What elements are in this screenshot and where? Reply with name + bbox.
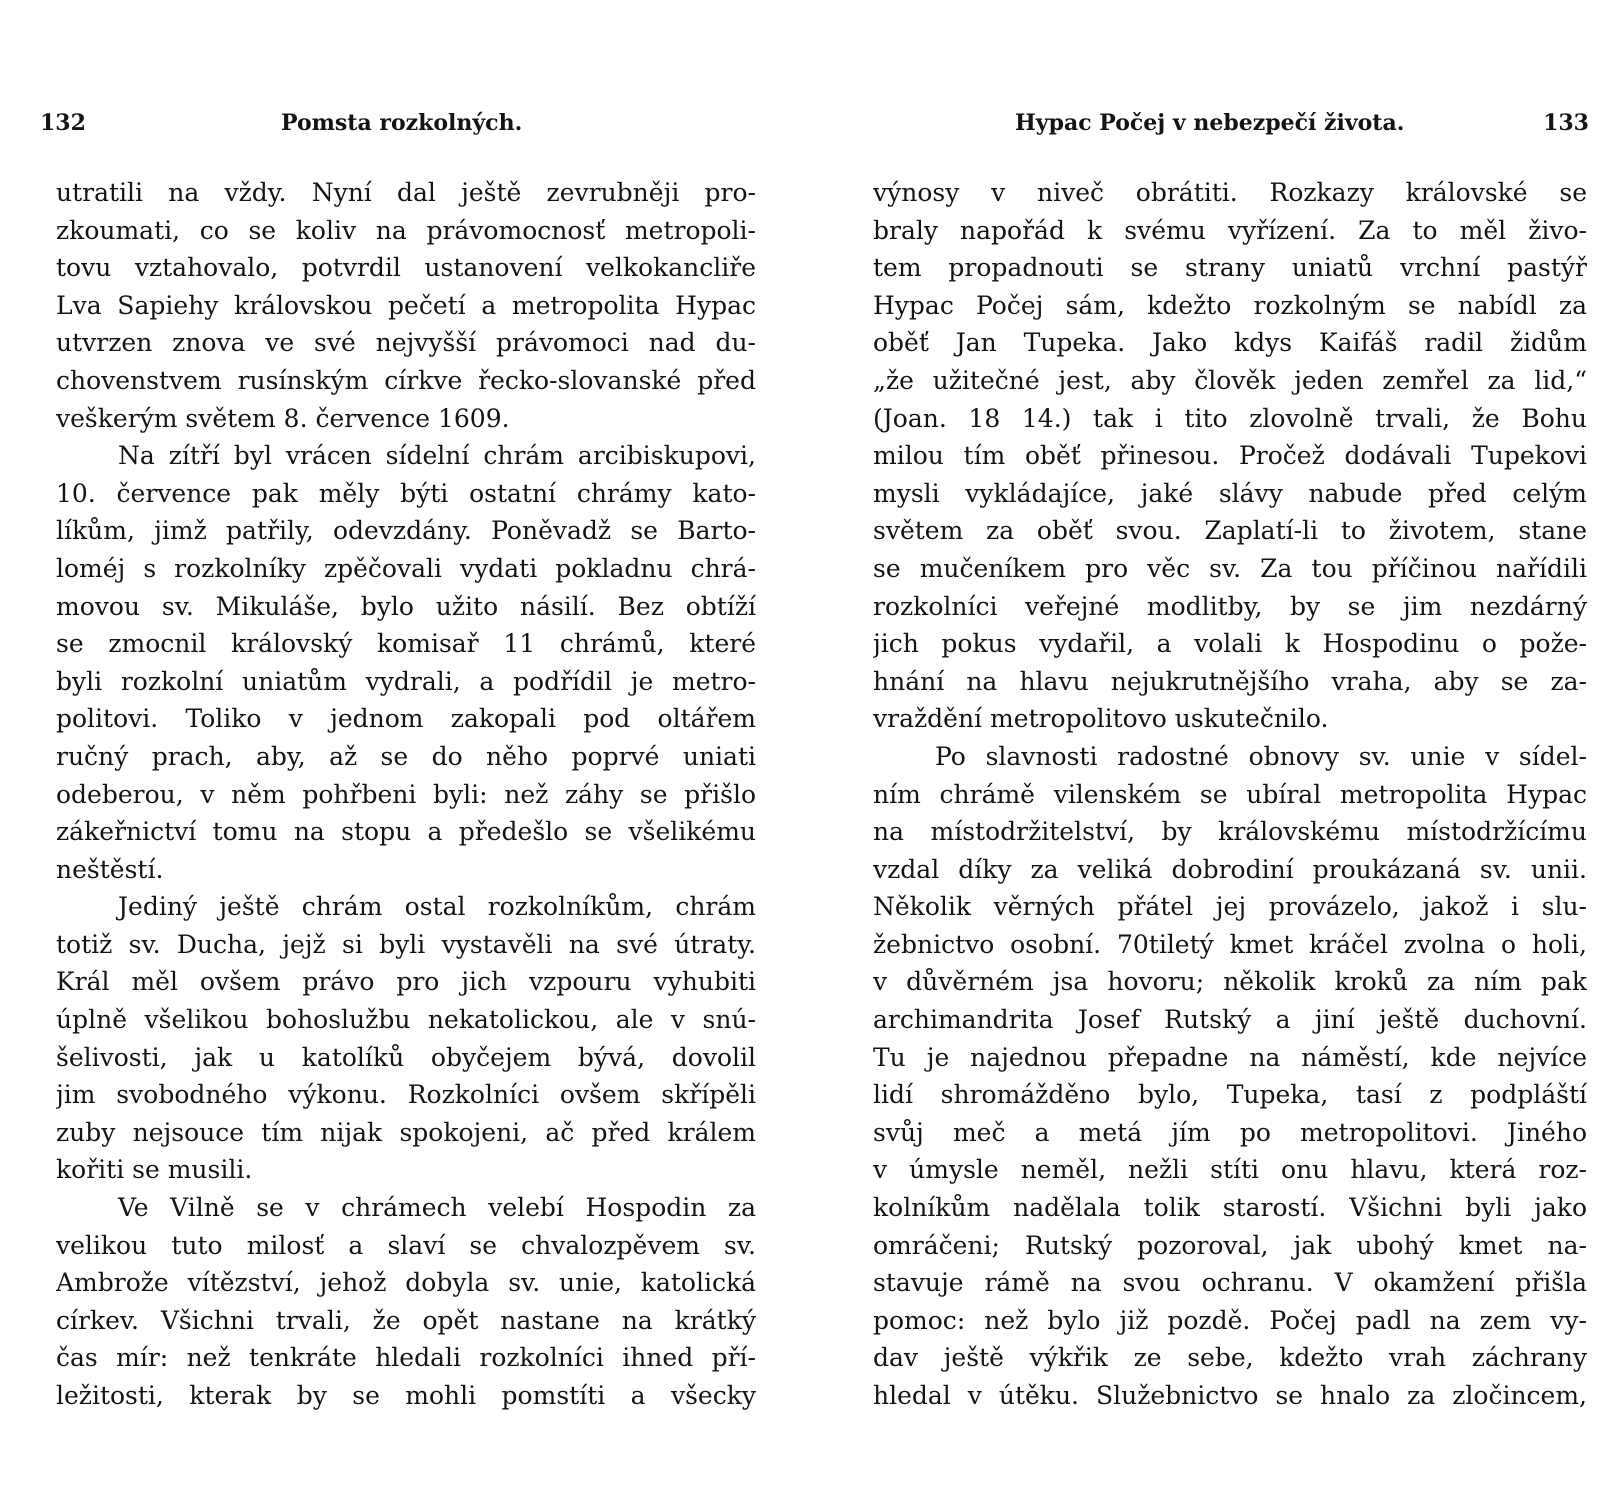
- text-line: Tu je najednou přepadne na náměstí, kde nejvíce: [873, 1042, 1587, 1072]
- text-line: oběť Jan Tupeka. Jako kdys Kaifáš radil židům: [873, 328, 1587, 358]
- text-line: zákeřnictví tomu na stopu a předešlo se všelikému: [56, 817, 756, 847]
- text-line: ním chrámě vilenském se ubíral metropolita Hypac: [873, 779, 1587, 809]
- text-line: Po slavnosti radostné obnovy sv. unie v sídel-: [935, 741, 1587, 771]
- text-line: na místodržitelství, by královskému místodržícímu: [873, 817, 1587, 847]
- text-line: zuby nejsouce tím nijak spokojeni, ač před králem: [56, 1117, 756, 1147]
- text-line: stavuje rámě na svou ochranu. V okamžení přišla: [873, 1268, 1587, 1298]
- left-page-number: 132: [40, 110, 86, 136]
- text-line: mysli vykládajíce, jaké slávy nabude před celým: [873, 478, 1587, 508]
- text-line: čas mír: než tenkráte hledali rozkolníci ihned pří-: [56, 1343, 756, 1373]
- text-line: byli rozkolní uniatům vydrali, a podřídil je metro-: [56, 666, 756, 696]
- right-page: [811, 0, 1622, 1501]
- text-line: politovi. Toliko v jednom zakopali pod oltářem: [56, 704, 756, 734]
- text-line: Ambrože vítězství, jehož dobyla sv. unie, katolická: [56, 1268, 756, 1298]
- text-line: svůj meč a metá jím po metropolitovi. Jiného: [873, 1117, 1587, 1147]
- text-line: (Joan. 18 14.) tak i tito zlovolně trvali, že Bohu: [873, 403, 1587, 433]
- text-line: v úmysle neměl, nežli stíti onu hlavu, která roz-: [873, 1155, 1587, 1185]
- right-running-head: [889, 108, 1589, 138]
- text-line: utratili na vždy. Nyní dal ještě zevrubněji pro-: [56, 178, 756, 207]
- text-line: světem za oběť svou. Zaplatí-li to životem, stane: [873, 516, 1587, 546]
- text-line: se mučeníkem pro věc sv. Za tou příčinou nařídili: [873, 553, 1587, 583]
- text-line: odeberou, v něm pohřbeni byli: než záhy se přišlo: [56, 779, 756, 809]
- text-line: Lva Sapiehy královskou pečetí a metropolita Hypac: [56, 290, 756, 320]
- text-line: ručný prach, aby, až se do něho poprvé uniati: [56, 741, 756, 771]
- text-line: velikou tuto milosť a slaví se chvalozpěvem sv.: [56, 1230, 756, 1260]
- right-running-title: Hypac Počej v nebezpečí života.: [1015, 110, 1405, 136]
- text-line: 10. července pak měly býti ostatní chrámy kato-: [56, 478, 756, 508]
- text-line: žebnictvo osobní. 70tiletý kmet kráčel zvolna o holi,: [873, 929, 1587, 959]
- text-line: hnání na hlavu nejukrutnějšího vraha, aby se za-: [873, 666, 1587, 696]
- text-line: omráčeni; Rutský pozoroval, jak ubohý kmet na-: [873, 1230, 1587, 1260]
- text-line: šelivosti, jak u katolíků obyčejem bývá, dovolil: [56, 1042, 756, 1072]
- text-line: milou tím oběť přinesou. Pročež dodávali Tupekovi: [873, 441, 1587, 471]
- text-line: rozkolníci veřejné modlitby, by se jim nezdárný: [873, 591, 1587, 621]
- right-text-block: [873, 174, 1587, 1415]
- text-line: vzdal díky za veliká dobrodiní proukázaná sv. unii.: [873, 854, 1587, 884]
- text-line: Několik věrných přátel jej provázelo, jakož i slu-: [873, 892, 1587, 922]
- text-line: v důvěrném jsa hovoru; několik kroků za ním pak: [873, 967, 1587, 997]
- text-line: Jediný ještě chrám ostal rozkolníkům, chrám: [118, 892, 756, 922]
- text-line: kořiti se musili.: [56, 1155, 253, 1185]
- right-page-number: 133: [1543, 110, 1589, 136]
- text-line: jich pokus vydařil, a volali k Hospodinu o požе-: [873, 629, 1587, 659]
- left-running-head: [40, 108, 756, 138]
- text-line: neštěstí.: [56, 854, 164, 884]
- text-line: vraždění metropolitovo uskutečnilo.: [873, 704, 1329, 734]
- text-line: církev. Všichni trvali, že opět nastane na krátký: [56, 1305, 756, 1335]
- text-line: totiž sv. Ducha, jejž si byli vystavěli na své útraty.: [56, 929, 756, 959]
- text-line: dav ještě výkřik ze sebe, kdežto vrah záchrany: [873, 1343, 1587, 1373]
- text-line: archimandrita Josef Rutský a jiní ještě duchovní.: [873, 1005, 1587, 1035]
- text-line: tem propadnouti se strany uniatů vrchní pastýř: [873, 253, 1587, 283]
- text-line: „že užitečné jest, aby člověk jeden zemřel za lid,“: [873, 365, 1587, 395]
- text-line: se zmocnil královský komisař 11 chrámů, které: [56, 629, 756, 659]
- left-running-title: Pomsta rozkolných.: [281, 110, 523, 136]
- text-line: výnosy v niveč obrátiti. Rozkazy královské se: [873, 178, 1587, 207]
- text-line: úplně všelikou bohoslužbu nekatolickou, ale v snú-: [56, 1005, 756, 1035]
- text-line: Na zítří byl vrácen sídelní chrám arcibiskupovi,: [118, 441, 756, 471]
- text-line: braly napořád k svému vyřízení. Za to měl živo-: [873, 215, 1587, 245]
- text-line: utvrzen znova ve své nejvyšší právomoci nad du-: [56, 328, 756, 358]
- text-line: hledal v útěku. Služebnictvo se hnalo za zločincem,: [873, 1381, 1587, 1410]
- text-line: loméj s rozkolníky zpěčovali vydati pokladnu chrá-: [56, 553, 756, 583]
- text-line: movou sv. Mikuláše, bylo užito násilí. Bez obtíží: [56, 591, 756, 621]
- text-line: kolníkům nadělala tolik starostí. Všichni byli jako: [873, 1193, 1587, 1223]
- text-line: pomoc: než bylo již pozdě. Počej padl na zem vy-: [873, 1305, 1587, 1335]
- text-line: Král měl ovšem právo pro jich vzpouru vyhubiti: [56, 967, 756, 997]
- text-line: Hypac Počej sám, kdežto rozkolným se nabídl za: [873, 290, 1587, 320]
- text-line: chovenstvem rusínským církve řecko-slovanské před: [56, 365, 756, 395]
- left-text-block: [56, 174, 756, 1415]
- text-line: zkoumati, co se koliv na právomocnosť metropoli-: [56, 215, 756, 245]
- text-line: tovu vztahovalo, potvrdil ustanovení velkokancliře: [56, 253, 756, 283]
- text-line: Ve Vilně se v chrámech velebí Hospodin za: [118, 1193, 756, 1223]
- text-line: veškerým světem 8. července 1609.: [56, 403, 510, 433]
- text-line: jim svobodného výkonu. Rozkolníci ovšem skřípěli: [56, 1080, 756, 1110]
- text-line: líkům, jimž patřily, odevzdány. Poněvadž se Barto-: [56, 516, 756, 546]
- text-line: ležitosti, kterak by se mohli pomstíti a všecky: [56, 1381, 756, 1410]
- text-line: lidí shromážděno bylo, Tupeka, tasí z podpláští: [873, 1080, 1587, 1110]
